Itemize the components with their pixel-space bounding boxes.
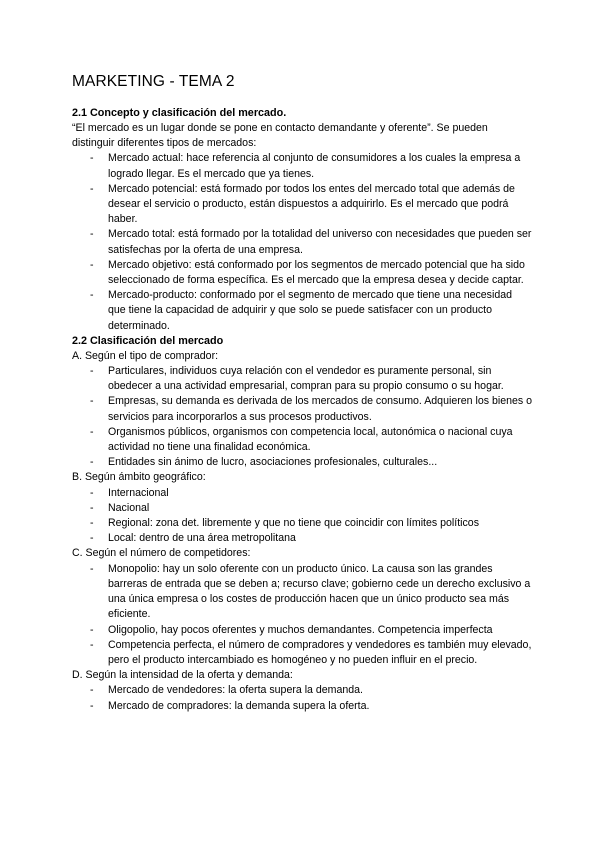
market-types-list	[72, 151, 532, 333]
list-item: - Entidades sin ánimo de lucro, asociaciones profesionales, culturales...	[72, 455, 532, 470]
document-page	[72, 72, 532, 714]
group-label: C. Según el número de competidores:	[72, 547, 251, 560]
list-item: - Monopolio: hay un solo oferente con un producto único. La causa son las grandes barreras de entrada que se deben a; recurso clave; gobierno cede un derecho exclusivo a una única empresa o los costes de producción hacen que un único producto sea más eficiente.	[72, 562, 532, 623]
section-heading: 2.2 Clasificación del mercado	[72, 334, 224, 347]
list-item: - Competencia perfecta, el número de compradores y vendedores es también muy elevado, pero el producto intercambiado es homogéneo y no pueden influir en el precio.	[72, 638, 532, 668]
list-item: - Nacional	[72, 501, 532, 516]
list-item: - Local: dentro de una área metropolitana	[72, 531, 532, 546]
section-intro: “El mercado es un lugar donde se pone en contacto demandante y oferente”. Se pueden distinguir diferentes tipos de mercados:	[72, 122, 488, 150]
group-label: D. Según la intensidad de la oferta y demanda:	[72, 669, 293, 682]
competitors-list	[72, 562, 532, 668]
list-item: - Empresas, su demanda es derivada de los mercados de consumo. Adquieren los bienes o servicios para incorporarlos a sus procesos productivos.	[72, 394, 532, 424]
buyer-type-list	[72, 364, 532, 470]
document-title: MARKETING - TEMA 2	[72, 73, 235, 90]
list-item: - Internacional	[72, 486, 532, 501]
section-2-2	[72, 334, 532, 714]
list-item: - Particulares, individuos cuya relación con el vendedor es puramente personal, sin obedecer a una actividad empresarial, compran para su propio consumo o su hogar.	[72, 364, 532, 394]
list-item: - Mercado objetivo: está conformado por los segmentos de mercado potencial que ha sido seleccionado de forma específica. Es el mercado que la empresa desea y decide captar.	[72, 258, 532, 288]
list-item: - Mercado de vendedores: la oferta supera la demanda.	[72, 683, 532, 698]
list-item: - Mercado actual: hace referencia al conjunto de consumidores a los cuales la empresa a logrado llegar. Es el mercado que ya tienes.	[72, 151, 532, 181]
list-item: - Regional: zona det. libremente y que no tiene que coincidir con límites políticos	[72, 516, 532, 531]
list-item: - Mercado-producto: conformado por el segmento de mercado que tiene una necesidad que tiene la capacidad de adquirir y que solo se puede satisfacer con un producto determinado.	[72, 288, 532, 334]
group-label: A. Según el tipo de comprador:	[72, 349, 219, 362]
section-heading: 2.1 Concepto y clasificación del mercado.	[72, 107, 287, 119]
section-2-1	[72, 106, 532, 334]
group-label: B. Según ámbito geográfico:	[72, 471, 206, 484]
list-item: - Mercado de compradores: la demanda supera la oferta.	[72, 699, 532, 714]
list-item: - Organismos públicos, organismos con competencia local, autonómica o nacional cuya actividad no tiene una finalidad económica.	[72, 425, 532, 455]
supply-demand-list	[72, 683, 532, 713]
list-item: - Oligopolio, hay pocos oferentes y muchos demandantes. Competencia imperfecta	[72, 623, 532, 638]
list-item: - Mercado total: está formado por la totalidad del universo con necesidades que pueden ser satisfechas por la oferta de una empresa.	[72, 227, 532, 257]
geographic-scope-list	[72, 486, 532, 547]
list-item: - Mercado potencial: está formado por todos los entes del mercado total que además de desear el servicio o producto, están dispuestos a adquirirlo. Es el mercado que podrá haber.	[72, 182, 532, 228]
